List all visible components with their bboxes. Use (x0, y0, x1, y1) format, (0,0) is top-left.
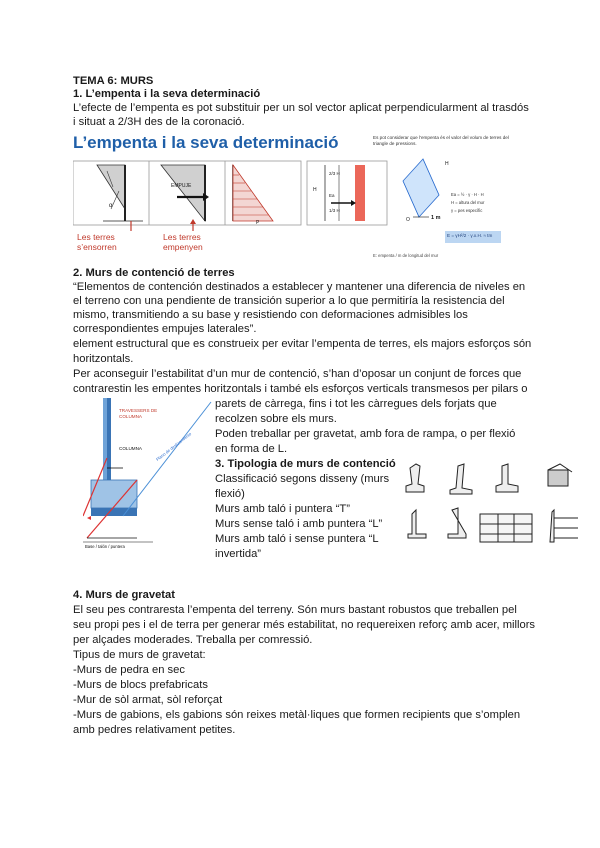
wall-types-figure (402, 462, 582, 548)
section-2-quote-line: “Elementos de contención destinados a establecer y mantener una diferencia de niveles en (73, 281, 526, 293)
section-2-quote-line: el terreno con una pendiente de transición superior a lo que permitiría la resistencia del (73, 295, 505, 307)
section-4-line: -Murs de gabions, els gabions són reixes metàl·liques que formen recipients que s’omplen (73, 709, 521, 721)
section-2-para-line: Per aconseguir l’estabilitat d’un mur de contenció, s’han d’oposar un conjunt de forces que (73, 368, 522, 380)
label-ensorren-line: s’ensorren (77, 242, 117, 252)
section-2-quote-line: correspondientes empujes laterales”. (73, 323, 257, 335)
section-3-line: Murs amb taló i sense puntera “L (215, 533, 379, 545)
document-title: TEMA 6: MURS (73, 75, 154, 87)
label-empenyen (163, 232, 203, 252)
section-1-heading: 1. L’empenta i la seva determinació (73, 88, 261, 100)
wall-types-diagram (402, 462, 582, 548)
section-2-quote-line: mismo, transmitiendo a su base y resistiendo con deformaciones admisibles los (73, 309, 468, 321)
section-3-line: invertida” (215, 548, 262, 560)
section-4-line: -Mur de sòl armat, sòl reforçat (73, 694, 223, 706)
h-label: H (313, 187, 317, 193)
label-traves: TRAVESSERS DE COLUMNA (119, 408, 158, 419)
section-2-para-line: contrarestin les empentes horitzontals i també els esforços verticals transmesos per pilars o (73, 383, 528, 395)
section-4-line: seu propi pes i el de terra per generar més estabilitat, no requereixen reforç amb acer, millors (73, 619, 536, 631)
wall-figure (83, 398, 213, 558)
empuje-label: EMPUJE (171, 183, 192, 189)
formula-line: γ = pes específic (451, 208, 483, 213)
formula-box: E = γH²/2 · γ.x.H. ≈ tm (447, 233, 493, 238)
label-empenyen-line: Les terres (163, 232, 201, 242)
wall-diagram (83, 398, 213, 558)
section-4-line: per alçades moderades. Treballa per comressió. (73, 634, 313, 646)
alpha-label: α (109, 203, 113, 209)
formula-line: Ea = ½ · γ · H · H (451, 192, 484, 197)
ea-label: Ea (329, 193, 335, 198)
p-label: P (256, 220, 260, 226)
section-4-line: Tipus de murs de gravetat: (73, 649, 206, 661)
section-3-line: Murs sense taló i amb puntera “L” (215, 518, 383, 530)
section-1-line: i situat a 2/3H des de la coronació. (73, 116, 245, 128)
label-base: Base / talón / puntera (85, 544, 125, 549)
section-4-line: amb pedres relativament petites. (73, 724, 236, 736)
section-4-heading: 4. Murs de gravetat (73, 589, 175, 601)
section-3-line: Classificació segons disseny (murs (215, 473, 390, 485)
label-columna: COLUMNA (119, 446, 142, 451)
section-3-heading: 3. Tipologia de murs de contenció (215, 458, 396, 470)
label-ensorren (77, 232, 117, 252)
section-2-para-line: horitzontals. (73, 353, 134, 365)
o-label: O (406, 217, 410, 223)
section-2-cont-line: Poden treballar per gravetat, amb fora de rampa, o per flexió (215, 428, 516, 440)
section-2-cont-line: recolzen sobre els murs. (215, 413, 337, 425)
label-empenyen-line: empenyen (163, 242, 203, 252)
h-small-label: H (445, 161, 449, 167)
section-4-line: El seu pes contraresta l’empenta del terreny. Són murs bastant robustos que treballen pel (73, 604, 517, 616)
two-thirds-h-label: 2/3 H (329, 171, 340, 176)
figure-note: Es pot considerar que l’empenta és el valor del volum de terres del triangle de pressions. (373, 135, 509, 146)
section-2-cont-line: en forma de L. (215, 443, 288, 455)
figure-footnote: E: empenta / m de longitud del mur (373, 253, 439, 258)
formula-line: H = altura del mur (451, 200, 485, 205)
section-4-line: -Murs de pedra en sec (73, 664, 185, 676)
section-4-line: -Murs de blocs prefabricats (73, 679, 208, 691)
one-m-label: 1 m (431, 215, 441, 221)
section-3-line: Murs amb taló i puntera “T” (215, 503, 350, 515)
label-ensorren-line: Les terres (77, 232, 115, 242)
one-third-h-label: 1/3 H (329, 208, 340, 213)
section-2-cont-line: parets de càrrega, fins i tot les càrregues dels forjats que (215, 398, 497, 410)
empenta-figure (73, 131, 528, 262)
figure-banner: L’empenta i la seva determinació (73, 133, 339, 152)
formula-lines (451, 191, 484, 215)
section-2-heading: 2. Murs de contenció de terres (73, 267, 235, 279)
section-2-para-line: element estructural que es construeix per evitar l’empenta de terres, els majors esforços són (73, 338, 532, 350)
label-plano: Plano de deslizamiento (155, 431, 193, 462)
section-1-line: L’efecte de l’empenta es pot substituir per un sol vector aplicat perpendicularment al trasdós (73, 102, 529, 114)
section-3-line: flexió) (215, 488, 245, 500)
